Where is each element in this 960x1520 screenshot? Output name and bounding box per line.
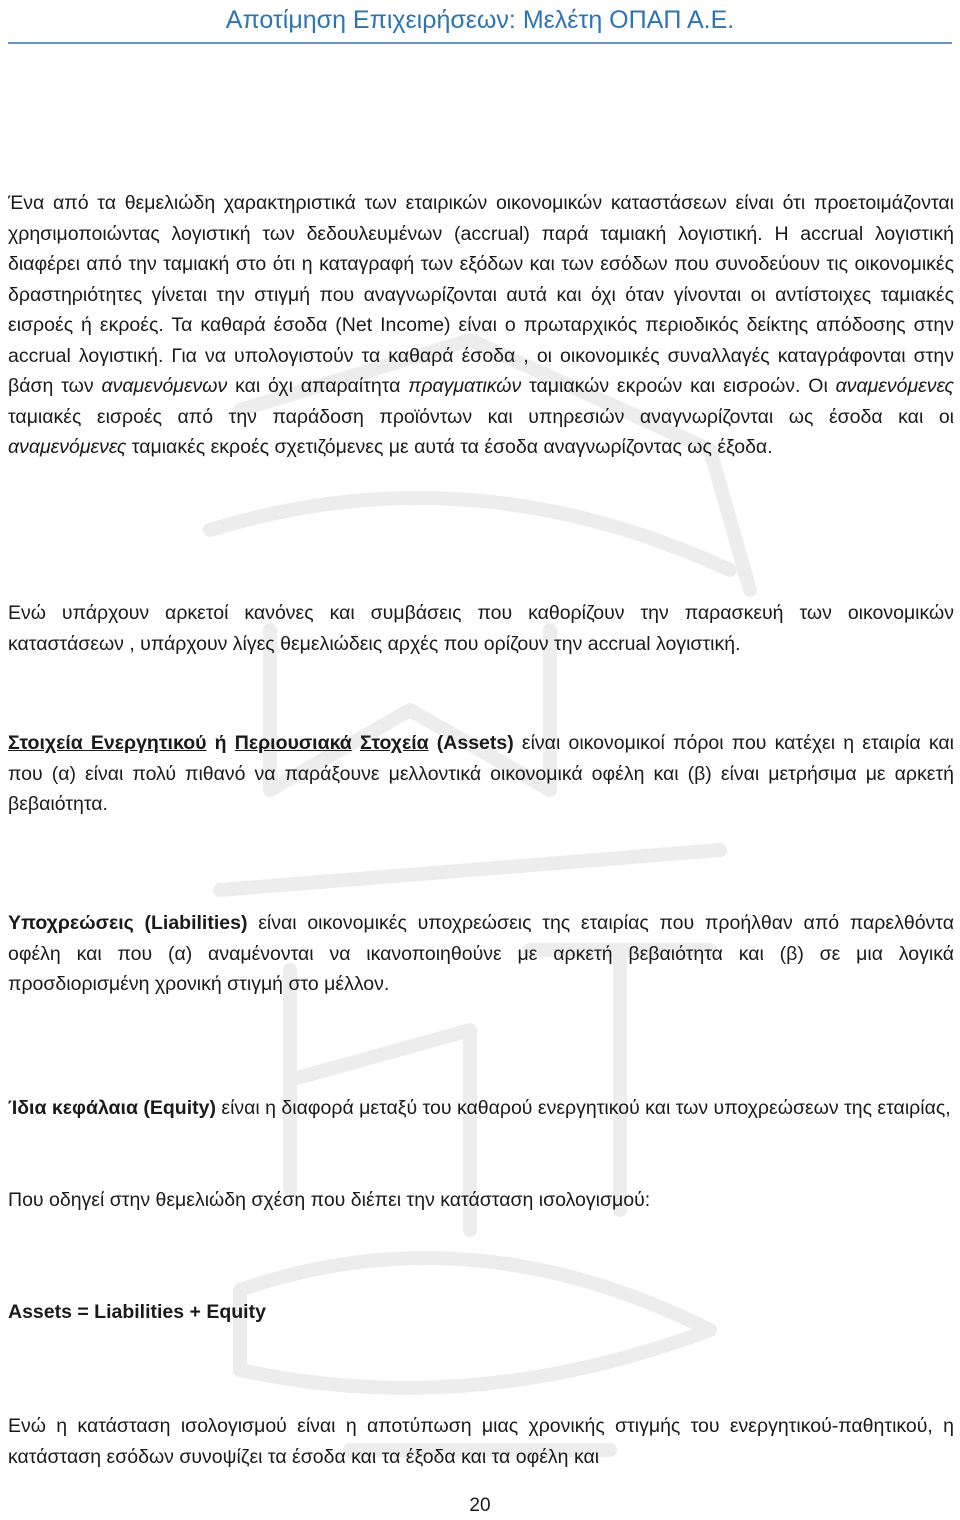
italic-term: πραγματικών xyxy=(408,375,522,397)
term-space xyxy=(352,732,360,754)
paragraph-text: Ένα από τα θεμελιώδη χαρακτηριστικά των εταιρικών οικονομικών καταστάσεων είναι ότι προετοιμάζονται χρησιμοποιώντας λογιστική των δεδουλευμένων (accrual) παρά ταμιακή λογιστική. Η accrual λογιστική διαφέρει από την ταμιακή στο ότι η καταγραφή των εξόδων και των εσόδων που συνοδεύουν τις οικονομικές δραστηριότητες γίνεται την στιγμή που αναγνωρίζονται αυτά και όχι όταν γίνονται οι αντίστοιχες ταμιακές εισροές ή εκροές. Τα καθαρά έσοδα (Net Income) είναι ο πρωταρχικός περιοδικός δείκτης απόδοσης στην accrual λογιστική. Για να υπολογιστούν τα καθαρά έσοδα , οι οικονομικές συναλλαγές καταγράφονται στην βάση των xyxy=(8,192,954,397)
page-header xyxy=(0,0,960,44)
term-connector: ή xyxy=(206,732,235,754)
balance-sheet-equation: Assets = Liabilities + Equity xyxy=(8,1301,266,1323)
paragraph-text: Ενώ υπάρχουν αρκετοί κανόνες και συμβάσεις που καθορίζουν την παρασκευή των οικονομικών καταστάσεων , υπάρχουν λίγες θεμελιώδεις αρχές που ορίζουν την accrual λογιστική. xyxy=(8,602,954,655)
header-title: Αποτίμηση Επιχειρήσεων: Μελέτη ΟΠΑΠ Α.Ε. xyxy=(225,6,735,34)
italic-term: αναμενόμενες xyxy=(8,436,127,458)
paragraph-income-statement xyxy=(8,1411,954,1472)
paragraph-accrual-principles xyxy=(8,598,954,659)
paragraph-text: είναι οικονομικές υποχρεώσεις της εταιρίας που προήλθαν από παρελθόντα οφέλη και που (α) αναμένονται να ικανοποιηθούνε με αρκετή βεβαιότητα και (β) σε μια λογικά προσδιορισμένη χρονική στιγμή στο μέλλον. xyxy=(8,912,954,995)
term-assets-part1: Στοιχεία Ενεργητικού xyxy=(8,732,207,754)
paragraph-text: Που οδηγεί στην θεμελιώδη σχέση που διέπει την κατάσταση ισολογισμού: xyxy=(8,1189,651,1211)
term-equity: Ίδια κεφάλαια (Equity) xyxy=(8,1097,216,1119)
paragraph-text: και όχι απαραίτητα xyxy=(227,375,409,397)
term-assets-part2: Περιουσιακά xyxy=(234,732,352,754)
paragraph-text: είναι οικονομικοί πόροι που κατέχει η εταιρία και που (α) είναι πολύ πιθανό να παράξουνε μελλοντικά οικονομικά οφέλη και (β) είναι μετρήσιμα με αρκετή βεβαιότητα. xyxy=(8,732,955,815)
paragraph-text: είναι η διαφορά μεταξύ του καθαρού ενεργητικού και των υποχρεώσεων της εταιρίας, xyxy=(215,1097,951,1119)
paragraph-accrual-intro xyxy=(8,188,954,463)
paragraph-balance-relation xyxy=(8,1185,954,1216)
paragraph-text: Ενώ η κατάσταση ισολογισμού είναι η αποτύπωση μιας χρονικής στιγμής του ενεργητικού-παθητικού, η κατάσταση εσόδων συνοψίζει τα έσοδα και τα έξοδα και τα οφέλη και xyxy=(8,1415,954,1468)
term-assets-english: (Assets) xyxy=(428,732,514,754)
page-number: 20 xyxy=(469,1495,491,1516)
header-divider xyxy=(8,42,952,44)
term-assets-part3: Στοχεία xyxy=(359,732,429,754)
italic-term: αναμενόμενων xyxy=(101,375,228,397)
paragraph-text: ταμιακές εκροές σχετιζόμενες με αυτά τα έσοδα αναγνωρίζοντας ως έξοδα. xyxy=(126,436,773,458)
italic-term: αναμενόμενες xyxy=(835,375,954,397)
paragraph-text: ταμιακών εκροών και εισροών. Οι xyxy=(521,375,836,397)
paragraph-equity-definition xyxy=(8,1093,954,1124)
paragraph-liabilities-definition xyxy=(8,908,954,1000)
paragraph-assets-definition xyxy=(8,728,954,820)
paragraph-text: ταμιακές εισροές από την παράδοση προϊόντων και υπηρεσιών αναγνωρίζονται ως έσοδα και οι xyxy=(8,405,954,428)
term-liabilities: Υποχρεώσεις (Liabilities) xyxy=(8,912,248,934)
